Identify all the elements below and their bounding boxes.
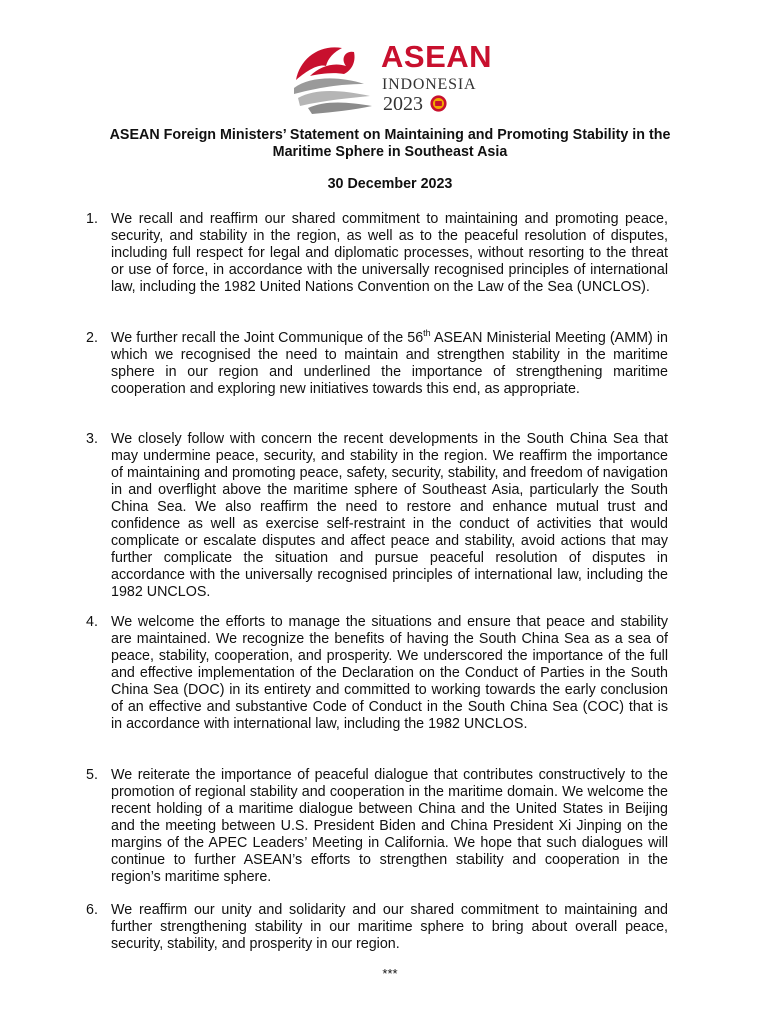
paragraph-text — [111, 330, 668, 398]
paragraph-1 — [86, 211, 668, 296]
paragraph-5 — [86, 767, 668, 886]
paragraph-number: 3. — [86, 431, 98, 447]
paragraph-4 — [86, 614, 668, 733]
paragraph-number: 2. — [86, 330, 98, 346]
asean-emblem-icon — [430, 95, 447, 112]
logo-asean-text: ASEAN — [381, 39, 493, 74]
paragraph-text: We reaffirm our unity and solidarity and our shared commitment to maintaining and further strengthening stability in our maritime sphere to bring about overall peace, security, stability, and prosperity in our region. — [111, 902, 668, 952]
paragraph-number: 6. — [86, 902, 98, 918]
statement-title: ASEAN Foreign Ministers’ Statement on Maintaining and Promoting Stability in the Maritime Sphere in Southeast Asia — [109, 127, 671, 160]
paragraph-text: We welcome the efforts to manage the situations and ensure that peace and stability are maintained. We recognize the benefits of having the South China Sea as a sea of peace, stability, cooperation, and prosperity. We underscored the importance of the full and effective implementation of the Declaration on the Conduct of Parties in the South China Sea (DOC) in its entirety and committed to working towards the early conclusion of an effective and substantive Code of Conduct in the South China Sea (COC) that is in accordance with international law, including the 1982 UNCLOS. — [111, 614, 668, 732]
logo-country-text: INDONESIA — [382, 76, 477, 93]
paragraph-number: 1. — [86, 211, 98, 227]
paragraph-text-before: We further recall the Joint Communique of the 56 — [111, 330, 424, 346]
paragraph-2 — [86, 328, 668, 398]
paragraph-text: We reiterate the importance of peaceful dialogue that contributes constructively to the promotion of regional stability and cooperation in the maritime domain. We welcome the recent holding of a maritime dialogue between China and the United States in Beijing and the meeting between U.S. President Biden and China President Xi Jinping on the margins of the APEC Leaders’ Meeting in California. We hope that such dialogues will continue to further ASEAN’s efforts to strengthen stability and cooperation in the region’s maritime sphere. — [111, 767, 668, 885]
asean-logo-mark-icon — [290, 36, 378, 116]
paragraph-number: 4. — [86, 614, 98, 630]
paragraph-3 — [86, 431, 668, 601]
asean-indonesia-2023-logo — [290, 36, 493, 116]
end-mark: *** — [382, 966, 398, 981]
logo-year-text: 2023 — [383, 93, 423, 115]
ordinal-suffix: th — [423, 328, 431, 339]
paragraph-number: 5. — [86, 767, 98, 783]
paragraph-6 — [86, 902, 668, 953]
statement-date: 30 December 2023 — [327, 176, 453, 192]
paragraph-text-after: ASEAN Ministerial Meeting (AMM) in which we recognised the need to maintain and strengthen stability in the maritime sphere in our region and underlined the importance of strengthening maritime cooperation and exploring new initiatives towards this end, as appropriate. — [111, 330, 668, 397]
paragraph-text: We recall and reaffirm our shared commitment to maintaining and promoting peace, security, and stability in the region, as well as to the peaceful resolution of disputes, including full respect for legal and diplomatic processes, without resorting to the threat or use of force, in accordance with the universally recognised principles of international law, including the 1982 United Nations Convention on the Law of the Sea (UNCLOS). — [111, 211, 668, 295]
paragraph-text: We closely follow with concern the recent developments in the South China Sea that may undermine peace, security, and stability in the region. We reaffirm the importance of maintaining and promoting peace, safety, security, stability, and freedom of navigation in and overflight above the maritime sphere of Southeast Asia, particularly the South China Sea. We also reaffirm the need to restore and enhance mutual trust and confidence as well as exercise self-restraint in the conduct of activities that would complicate or escalate disputes and affect peace and stability, avoid actions that may further complicate the situation and pursue peaceful resolution of disputes in accordance with the universally recognised principles of international law, including the 1982 UNCLOS. — [111, 431, 668, 600]
